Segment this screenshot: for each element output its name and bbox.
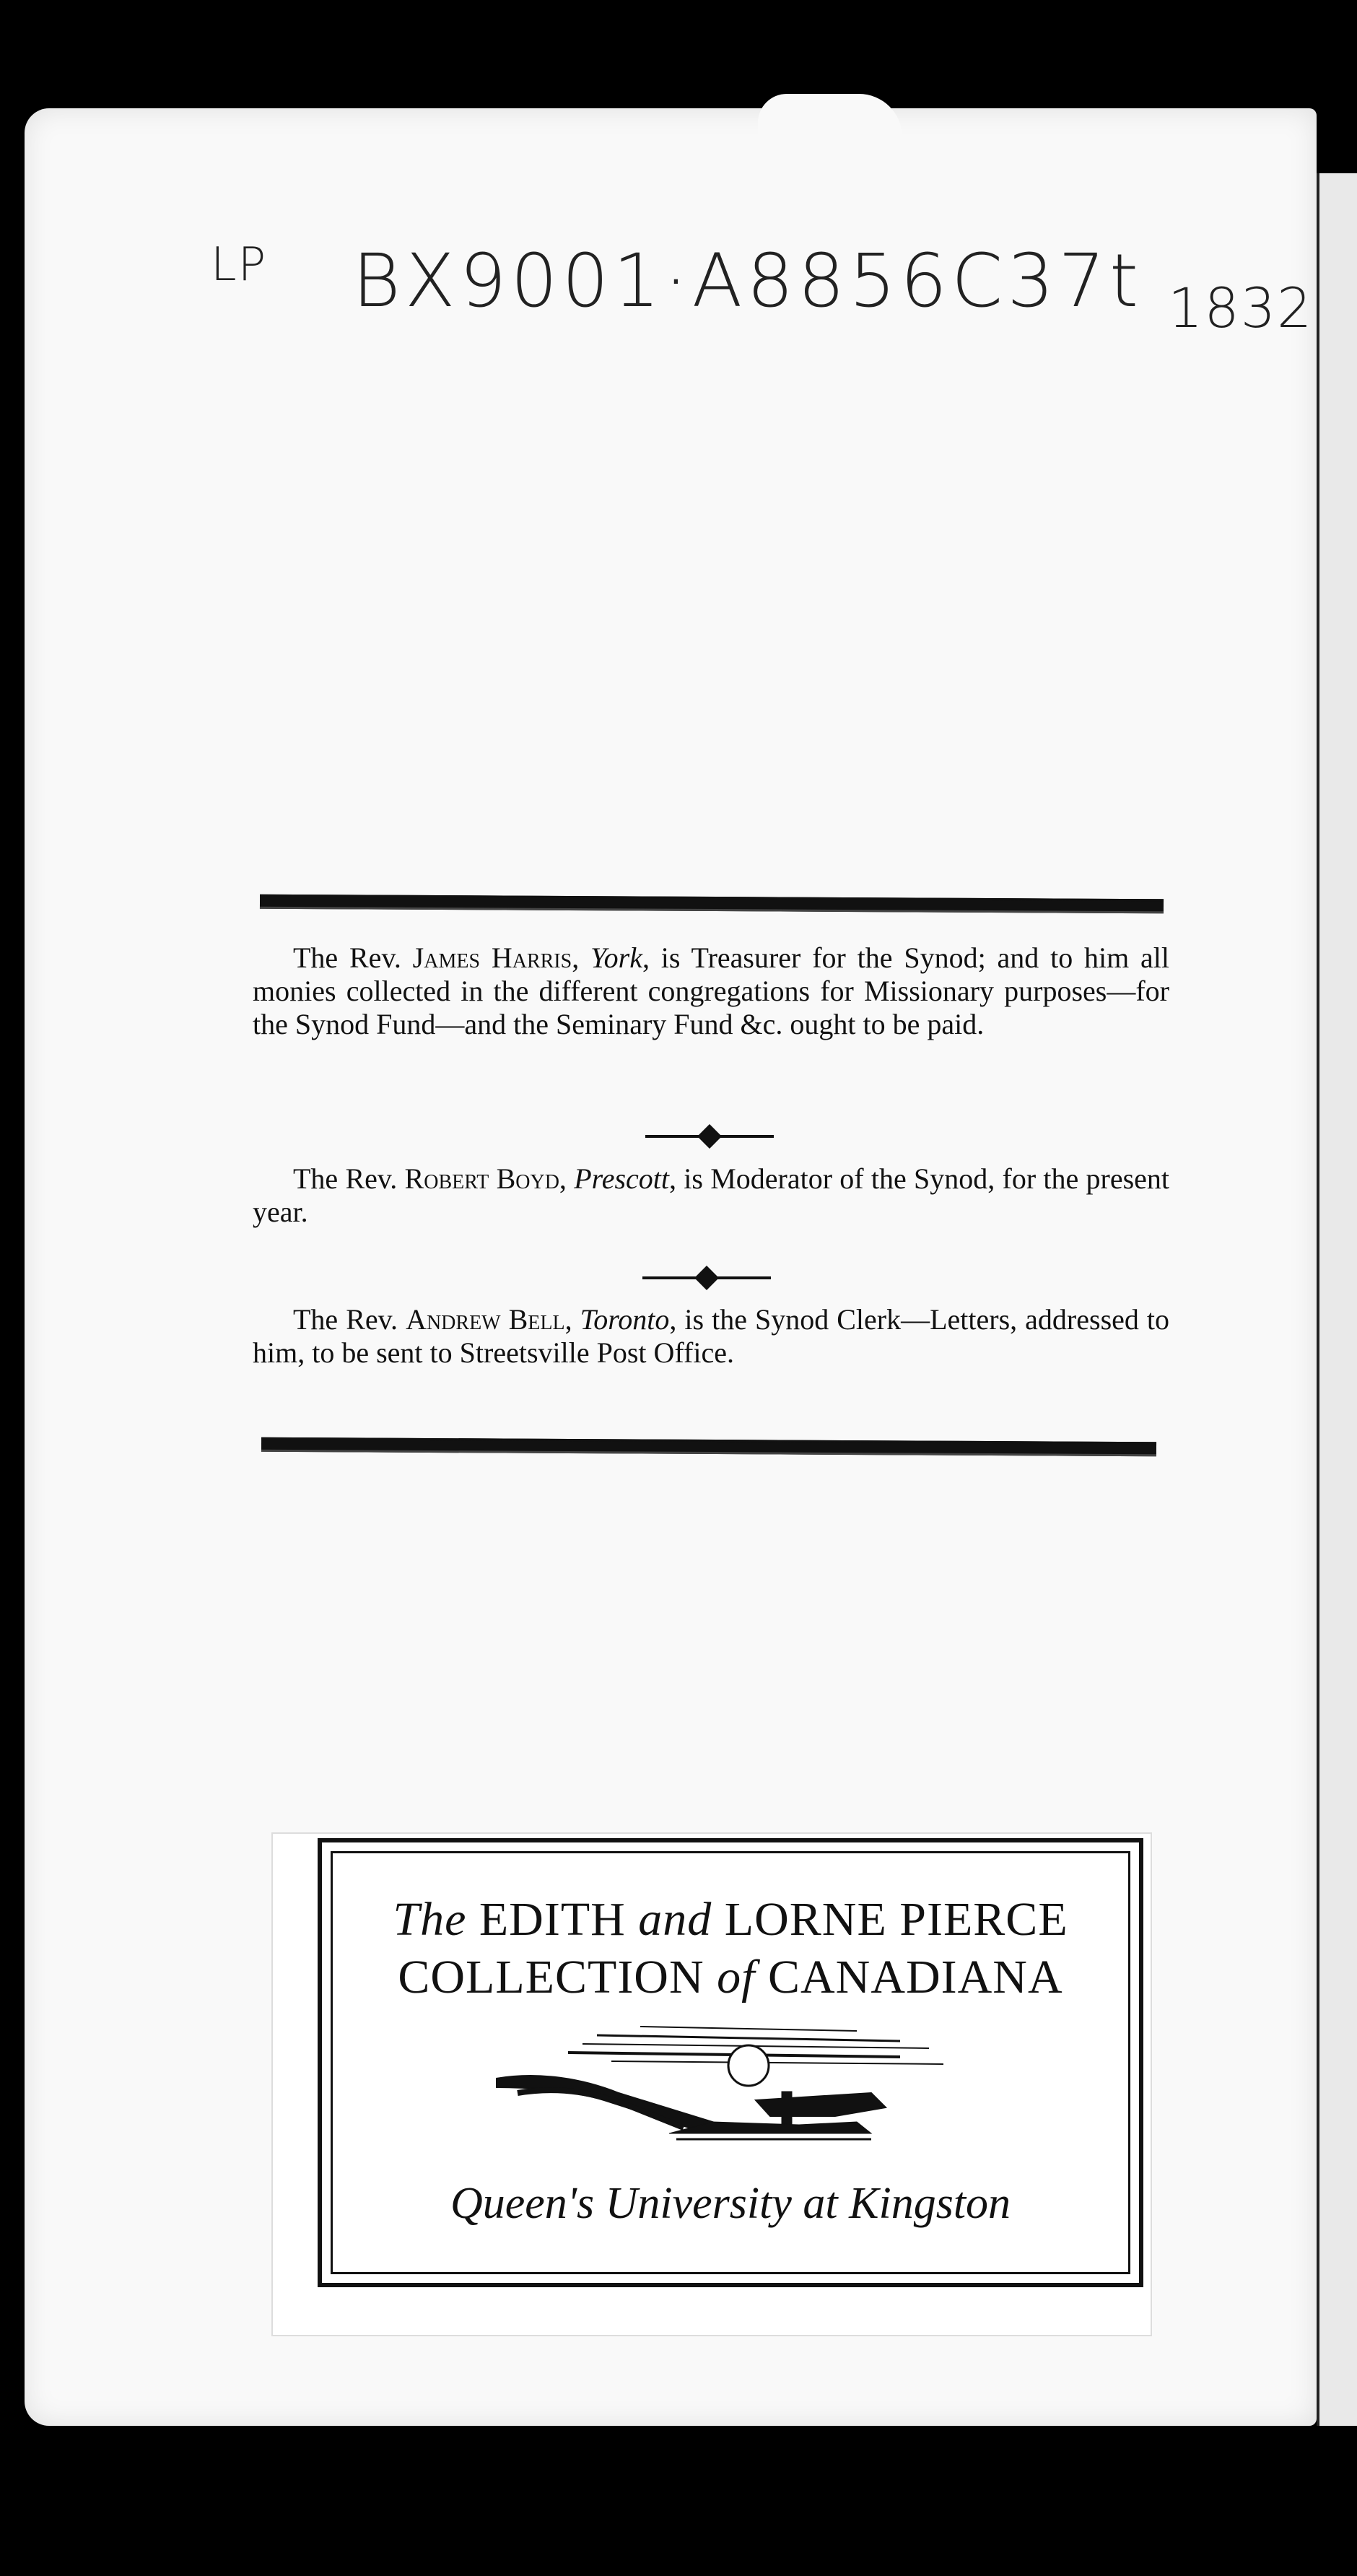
notice-title: The Rev. (293, 1303, 398, 1336)
handwritten-call-number: BX9001·A8856C37t (352, 238, 1143, 324)
notice-title: The Rev. (293, 1162, 398, 1195)
notice-text: is Treasurer for the Synod; and to him all monies collected in the different congregations for Missionary purposes—for the Synod Fund—and the Seminary Fund &c. ought to be paid. (253, 941, 1170, 1040)
adjacent-page-edge (1317, 173, 1357, 2426)
bookplate-title-line1: The EDITH and LORNE PIERCE (393, 1893, 1068, 1946)
notice-clerk: The Rev. Andrew Bell, Toronto, is the Synod Clerk—Letters, addressed to him, to be sent to Streetsville Post Office. (253, 1303, 1170, 1369)
plough-icon (496, 2006, 958, 2144)
notice-text: is the Synod Clerk—Letters, addressed to him, to be sent to Streetsville Post Office. (253, 1303, 1170, 1369)
notice-treasurer: The Rev. James Harris, York, is Treasurer for the Synod; and to him all monies collected in the different congregations for Missionary purposes—for the Synod Fund—and the Seminary Fund &c. ought to be paid. (253, 941, 1170, 1040)
notice-text: is Moderator of the Synod, for the present year. (253, 1162, 1170, 1228)
notice-place: Toronto (580, 1303, 670, 1336)
torn-paper-edge (758, 94, 902, 144)
handwritten-year: 1832 (1168, 276, 1314, 340)
notice-place: Prescott (574, 1162, 670, 1195)
ornament-divider (645, 1135, 774, 1138)
notice-name: James Harris (412, 941, 572, 974)
notice-moderator: The Rev. Robert Boyd, Prescott, is Moderator of the Synod, for the present year. (253, 1162, 1170, 1228)
bookplate-inner-border (331, 1851, 1130, 2274)
notice-name: Robert Boyd (404, 1162, 559, 1195)
bookplate (318, 1838, 1143, 2287)
bookplate-title-line2: COLLECTION of CANADIANA (398, 1951, 1063, 2003)
ornament-divider (642, 1276, 771, 1279)
handwritten-prefix: LP (211, 238, 268, 292)
notice-name: Andrew Bell (406, 1303, 565, 1336)
bookplate-subtitle: Queen's University at Kingston (450, 2179, 1011, 2228)
notice-place: York (590, 941, 642, 974)
notice-title: The Rev. (293, 941, 401, 974)
